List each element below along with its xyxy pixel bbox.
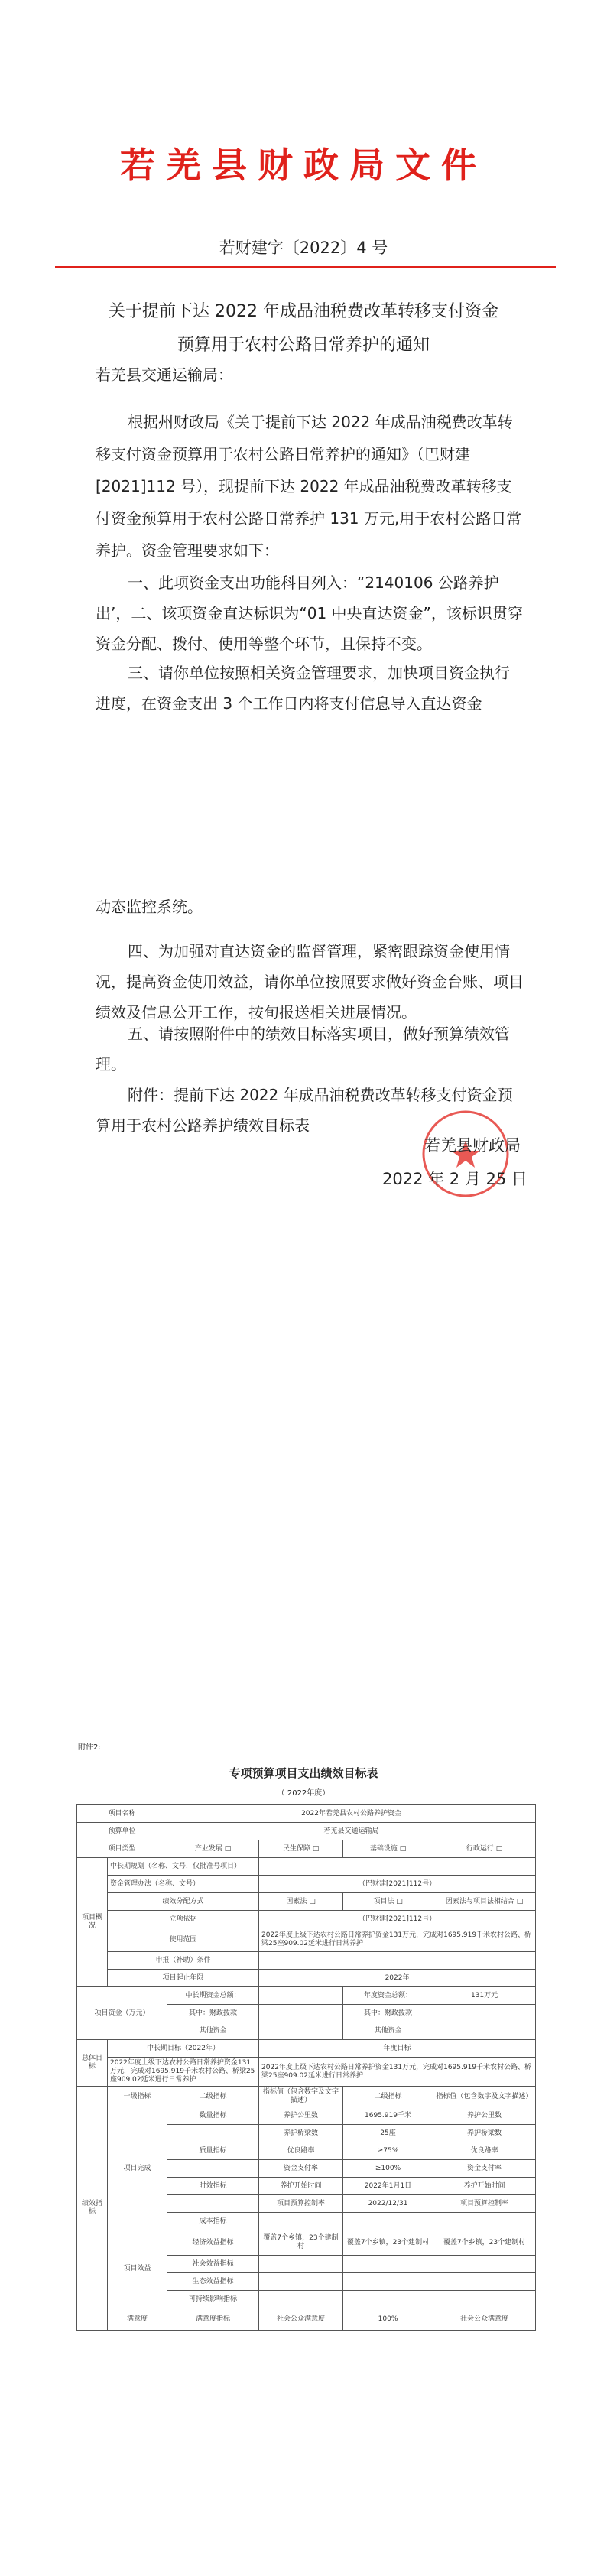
table-cell: 社会效益指标 <box>167 2256 259 2273</box>
table-cell <box>259 2213 343 2230</box>
table-cell: 养护公里数 <box>433 2107 536 2125</box>
table-cell <box>259 2256 343 2273</box>
side-label-output: 项目完成 <box>108 2107 167 2230</box>
table-cell: 2022/12/31 <box>343 2195 433 2213</box>
table-cell: 覆盖7个乡镇，23个建制村 <box>343 2230 433 2256</box>
table-cell: 其中：财政拨款 <box>167 2005 259 2022</box>
table-cell: 项目起止年限 <box>108 1970 259 1987</box>
table-row <box>77 1840 536 1858</box>
side-label-project-overview: 项目概况 <box>77 1858 108 1987</box>
table-cell <box>167 2195 259 2213</box>
table-cell: 质量指标 <box>167 2142 259 2160</box>
table-cell: （巴财建[2021]112号） <box>259 1911 536 1928</box>
table-cell: 优良路率 <box>433 2142 536 2160</box>
table-cell: 2022年度上级下达农村公路日常养护资金131万元，完成对1695.919千米农村公路、桥梁25座909.02延米进行日常养护 <box>259 1928 536 1952</box>
paragraph-item-4: 四、为加强对直达资金的监督管理，紧密跟踪资金使用情况，提高资金使用效益，请你单位按照要求做好资金台账、项目绩效及信息公开工作，按旬报送相关进展情况。 <box>96 942 524 1022</box>
table-cell: 可持续影响指标 <box>167 2291 259 2308</box>
table-cell: 中长期目标（2022年） <box>108 2040 259 2058</box>
document-number: 若财建字〔2022〕4 号 <box>219 239 388 257</box>
paragraph-item-5: 五、请按照附件中的绩效目标落实项目，做好预算绩效管理。 <box>96 1025 510 1074</box>
table-cell: 项目预算控制率 <box>259 2195 343 2213</box>
table-row <box>77 1970 536 1987</box>
table-cell: 项目法 □ <box>343 1893 433 1911</box>
table-cell <box>259 1858 536 1876</box>
table-cell <box>433 2005 536 2022</box>
table-cell: 2022年若羌县农村公路养护资金 <box>167 1805 536 1823</box>
table-cell <box>259 2022 343 2040</box>
table-cell <box>259 1952 536 1970</box>
side-label-performance: 绩效指标 <box>77 2087 108 2331</box>
table-cell <box>167 2125 259 2142</box>
table-cell <box>259 2291 343 2308</box>
table-cell: 若羌县交通运输局 <box>167 1823 536 1840</box>
table-cell <box>343 2273 433 2291</box>
table-row <box>77 1928 536 1952</box>
table-cell: 优良路率 <box>259 2142 343 2160</box>
table-row <box>77 2087 536 2107</box>
signature-date: 2022 年 2 月 25 日 <box>382 1170 527 1188</box>
table-cell: 年度目标 <box>259 2040 536 2058</box>
table-cell: 养护公里数 <box>259 2107 343 2125</box>
table-cell: 使用范围 <box>108 1928 259 1952</box>
table-row <box>77 1987 536 2005</box>
table-cell: 2022年度上级下达农村公路日常养护资金131万元，完成对1695.919千米农村公路、桥梁25座909.02延米进行日常养护 <box>259 2058 536 2087</box>
table-cell <box>433 2273 536 2291</box>
table-cell: 覆盖7个乡镇，23个建制村 <box>433 2230 536 2256</box>
attachment-year: （ 2022年度） <box>277 1789 330 1798</box>
paragraph-item-1-2: 一、此项资金支出功能科目列入：“2140106 公路养护出’，二、该项资金直达标识为“01 中央直达资金”，该标识贯穿资金分配、拨付、使用等整个环节，且保持不变。 <box>96 573 523 653</box>
side-label-effect: 项目效益 <box>108 2230 167 2308</box>
table-cell: 指标值（包含数字及文字描述） <box>259 2087 343 2107</box>
table-cell: 社会公众满意度 <box>433 2308 536 2331</box>
table-row <box>77 2040 536 2058</box>
table-cell: 项目资金（万元） <box>77 1987 167 2040</box>
table-row <box>77 1952 536 1970</box>
table-cell: 满意度指标 <box>167 2308 259 2331</box>
table-cell: 一级指标 <box>108 2087 167 2107</box>
table-cell: 25座 <box>343 2125 433 2142</box>
table-cell: 产业发展 □ <box>167 1840 259 1858</box>
paragraph-1: 根据州财政局《关于提前下达 2022 年成品油税费改革转移支付资金预算用于农村公路日常养护的通知》（巴财建[2021]112 号），现提前下达 2022 年成品油税费改革转移支付资金预算用于农村公路日常养护 131 万元,用于农村公路日常养护。资金管理要求如下： <box>96 413 522 560</box>
performance-target-table <box>76 1804 536 2331</box>
table-cell: 指标值（包含数字及文字描述） <box>433 2087 536 2107</box>
table-cell: 其中：财政拨款 <box>343 2005 433 2022</box>
table-cell <box>167 2160 259 2178</box>
table-cell: 资金支付率 <box>433 2160 536 2178</box>
table-row <box>77 1911 536 1928</box>
signature-organization: 若羌县财政局 <box>424 1136 521 1155</box>
table-cell: 资金支付率 <box>259 2160 343 2178</box>
table-cell: 100% <box>343 2308 433 2331</box>
table-cell: 其他资金 <box>167 2022 259 2040</box>
table-row <box>77 2308 536 2331</box>
attachment-note: 附件：提前下达 2022 年成品油税费改革转移支付资金预算用于农村公路养护绩效目标表 <box>96 1086 513 1135</box>
table-cell <box>343 2291 433 2308</box>
table-cell: 生态效益指标 <box>167 2273 259 2291</box>
table-cell: 成本指标 <box>167 2213 259 2230</box>
table-cell: 养护桥梁数 <box>259 2125 343 2142</box>
table-cell <box>259 2273 343 2291</box>
table-cell: 项目名称 <box>77 1805 167 1823</box>
notice-title-line1: 关于提前下达 2022 年成品油税费改革转移支付资金 <box>109 302 498 321</box>
table-cell: ≥100% <box>343 2160 433 2178</box>
table-cell: 基础设施 □ <box>343 1840 433 1858</box>
table-cell: 覆盖7个乡镇，23个建制村 <box>259 2230 343 2256</box>
notice-title-line2: 预算用于农村公路日常养护的通知 <box>177 336 430 355</box>
table-cell: 1695.919千米 <box>343 2107 433 2125</box>
side-label-satisfaction: 满意度 <box>108 2308 167 2331</box>
table-cell: 立项依据 <box>108 1911 259 1928</box>
table-cell: 项目类型 <box>77 1840 167 1858</box>
table-cell: 养护桥梁数 <box>433 2125 536 2142</box>
table-cell: 项目预算控制率 <box>433 2195 536 2213</box>
table-cell: 中长期资金总额： <box>167 1987 259 2005</box>
table-cell: 行政运行 □ <box>433 1840 536 1858</box>
document-title: 若羌县财政局文件 <box>120 145 487 186</box>
table-cell: 预算单位 <box>77 1823 167 1840</box>
table-cell: 中长期规划（名称、文号，仅批准号项目） <box>108 1858 259 1876</box>
attachment-label: 附件2: <box>78 1743 101 1752</box>
table-row <box>77 2107 536 2125</box>
table-cell <box>343 2256 433 2273</box>
table-cell: 因素法 □ <box>259 1893 343 1911</box>
table-row <box>77 1805 536 1823</box>
table-cell: 养护开始时间 <box>259 2178 343 2195</box>
table-row <box>77 1823 536 1840</box>
table-cell: 养护开始时间 <box>433 2178 536 2195</box>
attachment-title: 专项预算项目支出绩效目标表 <box>229 1766 378 1780</box>
table-cell: 2022年 <box>259 1970 536 1987</box>
table-cell: 年度资金总额： <box>343 1987 433 2005</box>
paragraph-item-3-continued: 动态监控系统。 <box>96 898 203 916</box>
table-row <box>77 2230 536 2256</box>
table-cell: 申报（补助）条件 <box>108 1952 259 1970</box>
table-cell: 2022年1月1日 <box>343 2178 433 2195</box>
table-cell: （巴财建[2021]112号） <box>259 1876 536 1893</box>
recipient: 若羌县交通运输局： <box>96 365 233 384</box>
red-divider-line <box>55 266 556 268</box>
table-cell <box>433 2213 536 2230</box>
table-cell: 二级指标 <box>167 2087 259 2107</box>
table-cell: 资金管理办法（名称、文号） <box>108 1876 259 1893</box>
table-cell: 时效指标 <box>167 2178 259 2195</box>
table-cell: 2022年度上级下达农村公路日常养护资金131万元，完成对1695.919千米农村公路、桥梁25座909.02延米进行日常养护 <box>108 2058 259 2087</box>
table-cell: 二级指标 <box>343 2087 433 2107</box>
table-row <box>77 2058 536 2087</box>
table-row <box>77 1893 536 1911</box>
table-cell <box>433 2291 536 2308</box>
table-cell: ≥75% <box>343 2142 433 2160</box>
table-row <box>77 1876 536 1893</box>
table-row <box>77 1858 536 1876</box>
table-cell <box>259 2005 343 2022</box>
table-cell <box>433 2022 536 2040</box>
table-cell: 民生保障 □ <box>259 1840 343 1858</box>
table-cell: 经济效益指标 <box>167 2230 259 2256</box>
table-cell: 131万元 <box>433 1987 536 2005</box>
paragraph-item-3: 三、请你单位按照相关资金管理要求，加快项目资金执行进度，在资金支出 3 个工作日内将支付信息导入直达资金 <box>96 664 510 713</box>
table-cell: 总体目标 <box>77 2040 108 2087</box>
table-cell <box>343 2213 433 2230</box>
table-cell: 数量指标 <box>167 2107 259 2125</box>
table-cell <box>433 2256 536 2273</box>
table-cell <box>259 1987 343 2005</box>
table-cell: 绩效分配方式 <box>108 1893 259 1911</box>
table-cell: 因素法与项目法相结合 □ <box>433 1893 536 1911</box>
table-cell: 社会公众满意度 <box>259 2308 343 2331</box>
table-cell: 其他资金 <box>343 2022 433 2040</box>
